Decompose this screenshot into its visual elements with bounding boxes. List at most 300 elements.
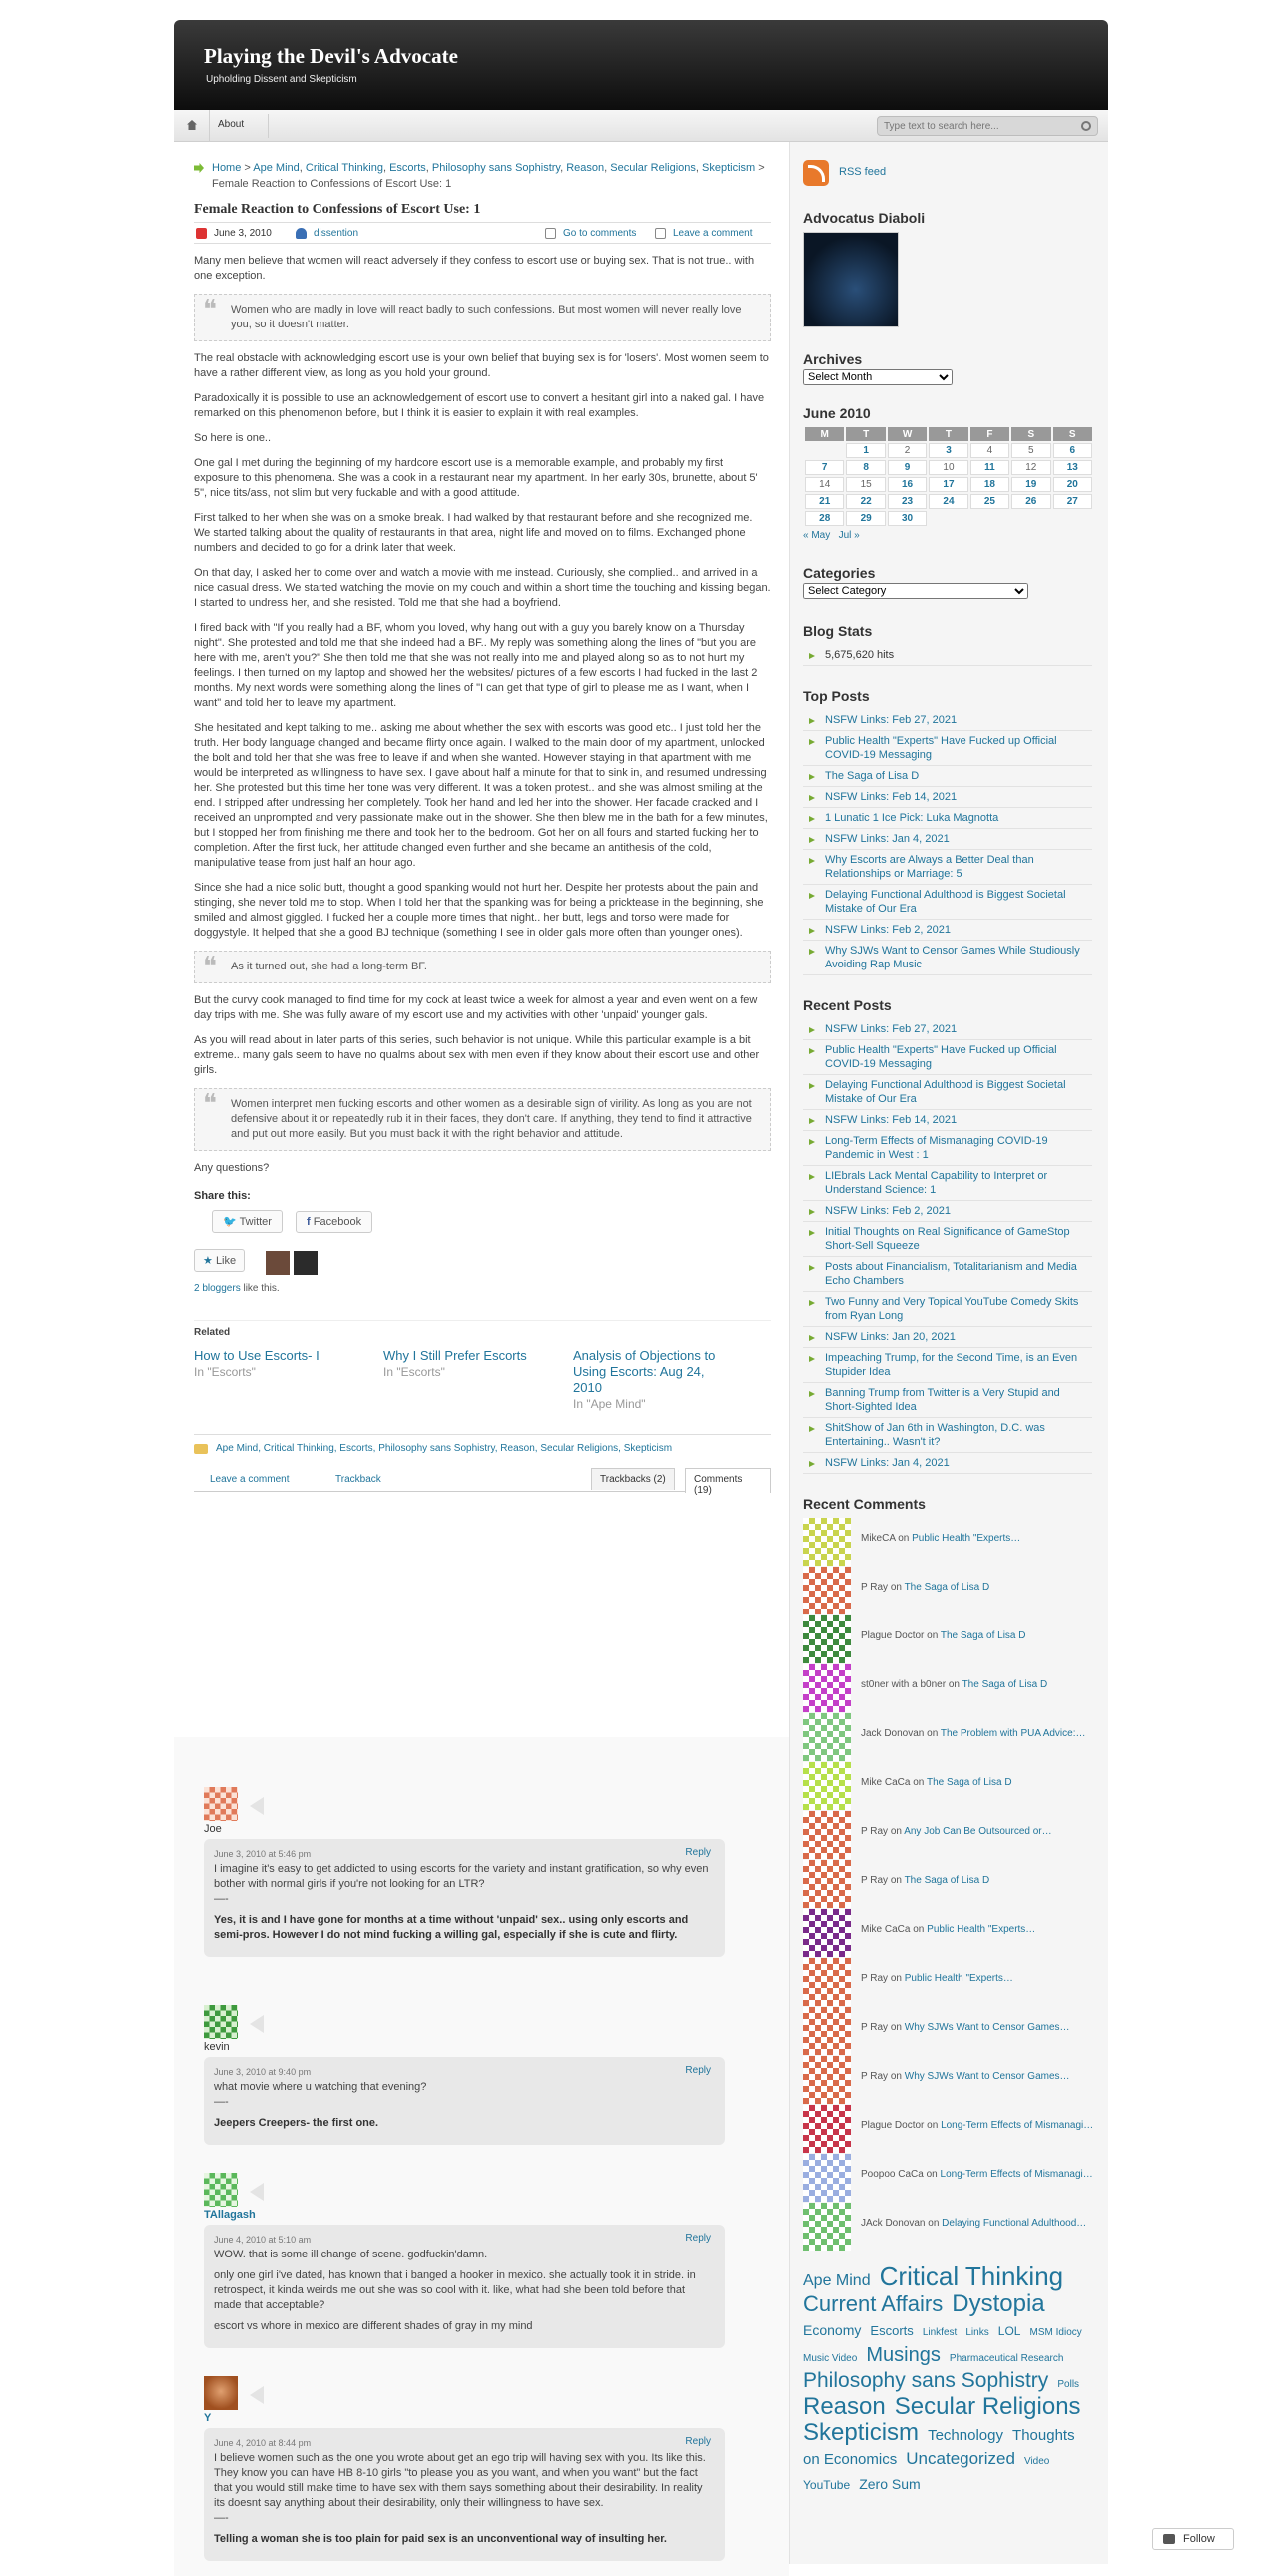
recent-post-link[interactable]: LIEbrals Lack Mental Capability to Interpret or Understand Science: 1 bbox=[825, 1170, 1048, 1196]
categories-title: Categories bbox=[803, 565, 876, 581]
search-icon[interactable] bbox=[1081, 121, 1091, 131]
avatar bbox=[204, 2376, 238, 2410]
recent-comment-post[interactable]: Why SJWs Want to Censor Games… bbox=[904, 2071, 1070, 2082]
recent-post bbox=[803, 1257, 1092, 1292]
calendar-caption: June 2010 bbox=[803, 405, 871, 421]
recent-post bbox=[803, 1040, 1092, 1075]
top-post bbox=[803, 920, 1092, 941]
calendar-day[interactable]: 26 bbox=[1011, 494, 1050, 509]
recent-comment-text bbox=[861, 1825, 1100, 1839]
avatar[interactable] bbox=[803, 1811, 851, 1859]
bullet-icon bbox=[809, 858, 815, 864]
top-post-link[interactable]: NSFW Links: Feb 27, 2021 bbox=[825, 714, 958, 726]
post-categories bbox=[194, 1434, 771, 1454]
top-post bbox=[803, 885, 1092, 920]
breadcrumb-category[interactable]: Escorts bbox=[389, 162, 426, 174]
recent-comment-on: on bbox=[925, 2218, 943, 2229]
tag-link[interactable]: Music Video bbox=[803, 2353, 858, 2364]
trackback-tab[interactable]: Trackback bbox=[335, 1474, 381, 1485]
related-category: In "Ape Mind" bbox=[573, 1397, 646, 1411]
avatar[interactable] bbox=[803, 2203, 851, 2251]
calendar-day[interactable]: 29 bbox=[846, 511, 885, 526]
avatar[interactable] bbox=[803, 2056, 851, 2104]
blockquote bbox=[194, 1088, 771, 1151]
avatar bbox=[204, 2005, 238, 2039]
calendar-day: 14 bbox=[805, 477, 844, 492]
breadcrumb: Home > Ape Mind, Critical Thinking, Escorts, Philosophy sans Sophistry, Reason, Secular Religions, Skepticism > Female Reaction to Confessions of Escort Use: 1 bbox=[194, 160, 771, 192]
calendar-weekday: T bbox=[929, 427, 967, 441]
calendar-next[interactable]: Jul » bbox=[838, 530, 860, 541]
recent-comment bbox=[803, 2056, 1092, 2105]
comment-answer: Yes, it is and I have gone for months at a time without 'unpaid' sex.. using only escorts and semi-pros. However I do not mind fucking a willing gal, especially if she is cute and flirty. bbox=[214, 1914, 689, 1941]
tag-link[interactable]: Technology bbox=[928, 2427, 1003, 2444]
recent-posts-list bbox=[803, 1019, 1092, 1474]
post-paragraph: Many men believe that women will react adversely if they confess to escort use or buying sex. That is not true.. with one exception. bbox=[194, 255, 755, 282]
leave-comment-link[interactable]: Leave a comment bbox=[673, 228, 753, 239]
breadcrumb-category[interactable]: Reason bbox=[566, 162, 605, 174]
calendar-day[interactable]: 23 bbox=[888, 494, 927, 509]
facebook-share-button[interactable] bbox=[296, 1211, 372, 1233]
bullet-icon bbox=[809, 949, 815, 955]
bullet-icon bbox=[809, 1391, 815, 1397]
site-header bbox=[174, 20, 1108, 110]
recent-post-link[interactable]: Banning Trump from Twitter is a Very Stupid and Short-Sighted Idea bbox=[825, 1387, 1060, 1413]
avatar[interactable] bbox=[803, 2007, 851, 2055]
recent-comment-author: Plague Doctor bbox=[861, 2120, 925, 2131]
tag-link[interactable]: Reason bbox=[803, 2393, 886, 2420]
top-post-link[interactable]: NSFW Links: Feb 14, 2021 bbox=[825, 791, 958, 803]
breadcrumb-category[interactable]: Critical Thinking bbox=[305, 162, 383, 174]
category-links[interactable]: Ape Mind, Critical Thinking, Escorts, Philosophy sans Sophistry, Reason, Secular Religions, Skepticism bbox=[216, 1443, 673, 1454]
top-post-link[interactable]: NSFW Links: Feb 2, 2021 bbox=[825, 924, 951, 936]
recent-comment-post[interactable]: Any Job Can Be Outsourced or… bbox=[904, 1826, 1052, 1837]
comment-icon bbox=[655, 228, 666, 239]
recent-post bbox=[803, 1383, 1092, 1418]
recent-post-link[interactable]: Long-Term Effects of Mismanaging COVID-19 Pandemic in West : 1 bbox=[825, 1135, 1048, 1161]
breadcrumb-category[interactable]: Philosophy sans Sophistry bbox=[431, 162, 561, 174]
recent-post bbox=[803, 1201, 1092, 1222]
calendar-day[interactable]: 13 bbox=[1053, 460, 1092, 475]
calendar-day: 2 bbox=[888, 443, 927, 458]
bullet-icon bbox=[809, 653, 815, 659]
avatar[interactable] bbox=[803, 1615, 851, 1663]
calendar-day[interactable]: 3 bbox=[929, 443, 967, 458]
recent-comment-text bbox=[861, 1581, 1100, 1595]
calendar-day bbox=[1011, 511, 1050, 526]
top-post-link[interactable]: Delaying Functional Adulthood is Biggest Societal Mistake of Our Era bbox=[825, 889, 1066, 915]
follow-label: Follow bbox=[1183, 2533, 1215, 2545]
breadcrumb-category[interactable]: Secular Religions bbox=[610, 162, 696, 174]
calendar-day[interactable]: 24 bbox=[929, 494, 967, 509]
recent-post bbox=[803, 1166, 1092, 1201]
blog-title[interactable]: Playing the Devil's Advocate bbox=[204, 44, 458, 68]
recent-comment-post[interactable]: The Saga of Lisa D bbox=[962, 1679, 1048, 1690]
recent-comment-post[interactable]: Long-Term Effects of Mismanagi… bbox=[940, 2169, 1093, 2180]
avatar[interactable] bbox=[294, 1251, 318, 1275]
tag-link[interactable]: Skepticism bbox=[803, 2419, 920, 2446]
recent-comment-on: on bbox=[946, 1679, 962, 1690]
recent-comment-text bbox=[861, 1678, 1100, 1692]
bubble-pointer bbox=[250, 2386, 264, 2404]
related-title: Related bbox=[194, 1320, 771, 1338]
recent-post-link[interactable]: Delaying Functional Adulthood is Biggest Societal Mistake of Our Era bbox=[825, 1079, 1066, 1105]
bullet-icon bbox=[809, 739, 815, 745]
recent-comment bbox=[803, 1909, 1092, 1958]
comment bbox=[204, 1787, 725, 1957]
breadcrumb-separator: > bbox=[758, 162, 765, 174]
calendar-day[interactable]: 25 bbox=[970, 494, 1009, 509]
recent-comment-text bbox=[861, 2168, 1100, 2182]
bullet-icon bbox=[809, 774, 815, 780]
avatar[interactable] bbox=[266, 1251, 290, 1275]
categories-dropdown[interactable] bbox=[803, 583, 1028, 599]
stats-item bbox=[803, 645, 1092, 666]
recent-comment-author: st0ner with a b0ner bbox=[861, 1679, 947, 1690]
bullet-icon bbox=[809, 1265, 815, 1271]
like-button[interactable] bbox=[194, 1249, 245, 1272]
recent-comment-text bbox=[861, 1874, 1100, 1888]
bloggers-link[interactable]: 2 bloggers bbox=[194, 1283, 241, 1294]
top-post-link[interactable]: Why Escorts are Always a Better Deal than Relationships or Marriage: 5 bbox=[825, 854, 1034, 880]
archives-dropdown[interactable] bbox=[803, 369, 953, 385]
tag-link[interactable]: YouTube bbox=[803, 2478, 851, 2492]
recent-comment-post[interactable]: Public Health "Experts… bbox=[927, 1924, 1036, 1935]
home-icon bbox=[187, 120, 197, 130]
recent-post-link[interactable]: Initial Thoughts on Real Significance of GameStop Short-Sell Squeeze bbox=[825, 1226, 1070, 1252]
recent-post-link[interactable]: NSFW Links: Jan 20, 2021 bbox=[825, 1331, 956, 1343]
calendar-day[interactable]: 22 bbox=[846, 494, 885, 509]
breadcrumb-category[interactable]: Ape Mind bbox=[253, 162, 300, 174]
rss-widget bbox=[803, 160, 1092, 194]
tag-link[interactable]: Escorts bbox=[870, 2323, 914, 2338]
comment bbox=[204, 2376, 725, 2561]
tag-link[interactable]: Current Affairs bbox=[803, 2291, 944, 2316]
comment bbox=[204, 2005, 725, 2145]
reply-link[interactable]: Reply bbox=[685, 2436, 711, 2447]
rss-link[interactable]: RSS feed bbox=[839, 166, 887, 178]
calendar-prev[interactable]: « May bbox=[803, 530, 831, 541]
recent-comment-post[interactable]: The Saga of Lisa D bbox=[904, 1875, 990, 1886]
comment-author: kevin bbox=[204, 2041, 230, 2053]
calendar-weekday: S bbox=[1053, 427, 1092, 441]
breadcrumb-category[interactable]: Skepticism bbox=[702, 162, 756, 174]
comment-icon bbox=[545, 228, 556, 239]
recent-post bbox=[803, 1110, 1092, 1131]
bullet-icon bbox=[809, 837, 815, 843]
calendar-day[interactable]: 11 bbox=[970, 460, 1009, 475]
bullet-icon bbox=[809, 1461, 815, 1467]
calendar-day[interactable]: 27 bbox=[1053, 494, 1092, 509]
recent-comment-post[interactable]: The Saga of Lisa D bbox=[940, 1630, 1026, 1641]
related-category: In "Escorts" bbox=[194, 1365, 256, 1379]
calendar-day[interactable]: 17 bbox=[929, 477, 967, 492]
tag-link[interactable]: Dystopia bbox=[952, 2290, 1045, 2317]
reply-link[interactable]: Reply bbox=[685, 2233, 711, 2244]
breadcrumb-current: Female Reaction to Confessions of Escort Use: 1 bbox=[212, 178, 452, 190]
comment-text: escort vs whore in mexico are different shades of gray in my mind bbox=[214, 2320, 533, 2332]
post-paragraph: I fired back with "If you really had a BF, whom you loved, why hang out with a guy you barely know on a Thursday night". She protested and told me that she indeed had a BF.. My reply was something along the lines of "but you are here with me, aren't you?" She then told me that she was not really into me and played along so as to not hurt my feelings. I then turned on my laptop and showed her the websites/ pictures of a few escorts I had fucked in the last 2 months. My next words were something along the lines of "I can get that type of girl to please me as I want, when I want" and told her to leave my apartment. bbox=[194, 622, 758, 709]
bullet-icon bbox=[809, 928, 815, 934]
comment-author[interactable]: Y bbox=[204, 2412, 212, 2424]
related-link[interactable]: Analysis of Objections to Using Escorts: Aug 24, 2010 bbox=[573, 1348, 716, 1395]
tag-link[interactable]: Philosophy sans Sophistry bbox=[803, 2369, 1049, 2392]
recent-comment-author: Jack Donovan bbox=[861, 1728, 925, 1739]
top-post-link[interactable]: Public Health "Experts" Have Fucked up Official COVID-19 Messaging bbox=[825, 735, 1057, 761]
bullet-icon bbox=[809, 816, 815, 822]
comment-bubble bbox=[204, 2057, 725, 2145]
recent-comment-author: Plague Doctor bbox=[861, 1630, 925, 1641]
top-post-link[interactable]: The Saga of Lisa D bbox=[825, 770, 920, 782]
recent-comment bbox=[803, 2105, 1092, 2154]
comment-text: WOW. that is some ill change of scene. godfuckin'damn. bbox=[214, 2249, 488, 2260]
recent-post bbox=[803, 1131, 1092, 1166]
calendar-day bbox=[929, 511, 967, 526]
rss-icon[interactable] bbox=[803, 160, 829, 186]
post-author[interactable]: dissention bbox=[314, 228, 359, 239]
recent-post-link[interactable]: Posts about Financialism, Totalitarianism and Media Echo Chambers bbox=[825, 1261, 1077, 1287]
calendar-day: 12 bbox=[1011, 460, 1050, 475]
avatar[interactable] bbox=[803, 2105, 851, 2153]
top-post-link[interactable]: Why SJWs Want to Censor Games While Studiously Avoiding Rap Music bbox=[825, 945, 1080, 970]
nav-bar bbox=[174, 110, 1108, 142]
tag-link[interactable]: LOL bbox=[997, 2324, 1021, 2338]
comment-author: Joe bbox=[204, 1823, 222, 1835]
related-link[interactable]: How to Use Escorts- I bbox=[194, 1348, 320, 1363]
recent-comment-post[interactable]: The Saga of Lisa D bbox=[904, 1582, 990, 1593]
bullet-icon bbox=[809, 1083, 815, 1089]
go-to-comments-link[interactable]: Go to comments bbox=[563, 228, 637, 239]
top-post bbox=[803, 829, 1092, 850]
top-post bbox=[803, 850, 1092, 885]
tag-link[interactable]: Musings bbox=[866, 2344, 941, 2366]
recent-comment-author: Mike CaCa bbox=[861, 1924, 911, 1935]
avatar[interactable] bbox=[803, 1762, 851, 1810]
tag-link[interactable]: Linkfest bbox=[922, 2327, 958, 2338]
nav-about[interactable]: About bbox=[218, 119, 245, 130]
bullet-icon bbox=[809, 1209, 815, 1215]
recent-post-link[interactable]: NSFW Links: Jan 4, 2021 bbox=[825, 1457, 950, 1469]
calendar-day[interactable]: 21 bbox=[805, 494, 844, 509]
recent-post-link[interactable]: ShitShow of Jan 6th in Washington, D.C. was Entertaining.. Wasn't it? bbox=[825, 1422, 1045, 1448]
sidebar bbox=[803, 160, 1092, 2497]
recent-comments-title: Recent Comments bbox=[803, 1496, 926, 1512]
recent-comment-text bbox=[861, 2021, 1100, 2035]
tag-link[interactable]: Zero Sum bbox=[859, 2476, 921, 2492]
bullet-icon bbox=[809, 1356, 815, 1362]
recent-post-link[interactable]: NSFW Links: Feb 14, 2021 bbox=[825, 1114, 958, 1126]
post-paragraph: As you will read about in later parts of this series, such behavior is not unique. While this particular example is a bit extreme.. many gals seem to have no qualms about sex with men even if they know about their escort use and other girls. bbox=[194, 1034, 760, 1076]
recent-comment-on: on bbox=[895, 1533, 913, 1544]
calendar-nav bbox=[803, 530, 1092, 541]
leave-comment-tab[interactable]: Leave a comment bbox=[210, 1474, 290, 1485]
comment-text: I imagine it's easy to get addicted to using escorts for the variety and instant gratification, so why even bother with normal girls if you're not looking for an LTR? bbox=[214, 1863, 709, 1890]
recent-comment-text bbox=[861, 2119, 1100, 2133]
tag-link[interactable]: Video bbox=[1023, 2456, 1050, 2467]
recent-post-link[interactable]: NSFW Links: Feb 2, 2021 bbox=[825, 1205, 951, 1217]
recent-post-link[interactable]: Public Health "Experts" Have Fucked up Official COVID-19 Messaging bbox=[825, 1044, 1057, 1070]
recent-comment bbox=[803, 1958, 1092, 2007]
comment-date[interactable]: June 4, 2010 at 5:10 am bbox=[214, 2235, 312, 2245]
comment-bubble bbox=[204, 1839, 725, 1957]
related-posts bbox=[194, 1348, 771, 1428]
recent-comment-author: JAck Donovan bbox=[861, 2218, 926, 2229]
quote-text: As it turned out, she had a long-term BF. bbox=[231, 961, 427, 972]
tag-link[interactable]: Uncategorized bbox=[906, 2449, 1015, 2468]
quote-icon: ❝ bbox=[203, 1089, 217, 1119]
reply-link[interactable]: Reply bbox=[685, 1847, 711, 1858]
nav-home[interactable] bbox=[174, 110, 210, 142]
recent-post-link[interactable]: NSFW Links: Feb 27, 2021 bbox=[825, 1023, 958, 1035]
calendar-day[interactable]: 6 bbox=[1053, 443, 1092, 458]
advocatus-image[interactable] bbox=[803, 232, 899, 327]
stats-hits: 5,675,620 hits bbox=[825, 649, 895, 661]
tab-comments[interactable]: Comments (19) bbox=[685, 1468, 771, 1493]
breadcrumb-home[interactable]: Home bbox=[212, 162, 242, 174]
breadcrumb-separator: > bbox=[244, 162, 251, 174]
recent-comment-on: on bbox=[923, 2169, 941, 2180]
related-link[interactable]: Why I Still Prefer Escorts bbox=[383, 1348, 527, 1363]
twitter-icon: 🐦 bbox=[223, 1216, 237, 1228]
avatar[interactable] bbox=[803, 2154, 851, 2202]
recent-post-link[interactable]: Two Funny and Very Topical YouTube Comedy Skits from Ryan Long bbox=[825, 1296, 1079, 1322]
recent-comment bbox=[803, 2154, 1092, 2203]
tag-link[interactable]: Polls bbox=[1057, 2379, 1080, 2390]
avatar[interactable] bbox=[803, 1909, 851, 1957]
tab-trackbacks[interactable]: Trackbacks (2) bbox=[591, 1468, 675, 1490]
recent-comment-on: on bbox=[910, 1924, 928, 1935]
top-posts-title: Top Posts bbox=[803, 688, 870, 704]
calendar-day[interactable]: 30 bbox=[888, 511, 927, 526]
recent-comment-text bbox=[861, 2217, 1100, 2231]
top-post bbox=[803, 731, 1092, 766]
calendar-day[interactable]: 20 bbox=[1053, 477, 1092, 492]
bubble-pointer bbox=[250, 2015, 264, 2033]
recent-comment-post[interactable]: Long-Term Effects of Mismanagi… bbox=[941, 2120, 1094, 2131]
recent-comment-on: on bbox=[888, 2071, 905, 2082]
calendar-day[interactable]: 1 bbox=[846, 443, 885, 458]
tag-link[interactable]: Critical Thinking bbox=[879, 2261, 1064, 2291]
top-post-link[interactable]: NSFW Links: Jan 4, 2021 bbox=[825, 833, 950, 845]
recent-comment-author: MikeCA bbox=[861, 1533, 896, 1544]
calendar-day[interactable]: 8 bbox=[846, 460, 885, 475]
post-paragraph: So here is one.. bbox=[194, 432, 272, 444]
calendar-day[interactable]: 28 bbox=[805, 511, 844, 526]
avatar[interactable] bbox=[803, 1567, 851, 1614]
recent-comment-text bbox=[861, 1727, 1100, 1741]
post-paragraph: Since she had a nice solid butt, thought a good spanking would not hurt her. Despite her protests about the pain and stinging, she never told me to stop. When I told her that the spanking was for being a pricktease in the beginning, she smiled and almost giggled. I fucked her a couple more times that night.. her butt, legs and torso were made for doggystyle. It helped that she a good BJ technique (something I see in older gals more often than younger ones). bbox=[194, 882, 764, 939]
tag-link[interactable]: Pharmaceutical Research bbox=[949, 2353, 1064, 2364]
tag-link[interactable]: Ape Mind bbox=[803, 2272, 871, 2289]
search-input[interactable] bbox=[878, 117, 1067, 135]
tag-link[interactable]: Economy bbox=[803, 2322, 862, 2338]
calendar-day[interactable]: 9 bbox=[888, 460, 927, 475]
blockquote bbox=[194, 951, 771, 983]
calendar-day: 5 bbox=[1011, 443, 1050, 458]
avatar[interactable] bbox=[803, 1518, 851, 1566]
tag-link[interactable]: Secular Religions bbox=[894, 2393, 1081, 2420]
stats-list bbox=[803, 645, 1092, 666]
top-post bbox=[803, 766, 1092, 787]
facebook-icon: f bbox=[307, 1216, 311, 1228]
calendar-day[interactable]: 19 bbox=[1011, 477, 1050, 492]
tag-link[interactable]: Thoughts on Economics bbox=[803, 2427, 1075, 2468]
recent-comment bbox=[803, 1811, 1092, 1860]
share-title: Share this: bbox=[194, 1190, 251, 1202]
recent-post bbox=[803, 1453, 1092, 1474]
recent-comment-author: Poopoo CaCa bbox=[861, 2169, 924, 2180]
recent-comment-on: on bbox=[910, 1777, 927, 1788]
tag-link[interactable]: Links bbox=[965, 2327, 989, 2338]
twitter-share-button[interactable] bbox=[212, 1210, 283, 1233]
recent-comment bbox=[803, 1860, 1092, 1909]
tag-link[interactable]: MSM Idiocy bbox=[1029, 2327, 1082, 2338]
bullet-icon bbox=[809, 1139, 815, 1145]
recent-comment bbox=[803, 1713, 1092, 1762]
recent-post-link[interactable]: Impeaching Trump, for the Second Time, is an Even Stupider Idea bbox=[825, 1352, 1078, 1378]
comment-date[interactable]: June 4, 2010 at 8:44 pm bbox=[214, 2438, 312, 2448]
post-paragraph: Paradoxically it is possible to use an acknowledgement of escort use to convert a hesitant girl into a naked gal. I have remarked on this phenomenon before, but I think it is easier to explain it with real examples. bbox=[194, 392, 765, 419]
avatar[interactable] bbox=[803, 1664, 851, 1712]
recent-comment bbox=[803, 1518, 1092, 1567]
like-label: Like bbox=[215, 1255, 237, 1267]
recent-comment-author: P Ray bbox=[861, 1582, 889, 1593]
recent-comment-post[interactable]: Public Health "Experts… bbox=[912, 1533, 1021, 1544]
likes-count bbox=[194, 1283, 771, 1294]
follow-button[interactable] bbox=[1152, 2528, 1234, 2550]
recent-comment-post[interactable]: Delaying Functional Adulthood… bbox=[942, 2218, 1087, 2229]
recent-comment-post[interactable]: The Problem with PUA Advice:… bbox=[940, 1728, 1086, 1739]
bullet-icon bbox=[809, 1335, 815, 1341]
bullet-icon bbox=[809, 1426, 815, 1432]
bullet-icon bbox=[809, 1174, 815, 1180]
post-paragraph: On that day, I asked her to come over and watch a movie with me instead. Curiously, she complied.. and arrived in a nice casual dress. We started watching the movie on my couch and within a short time the touching and kissing began. I started to undress her, and she resisted. Told me that she had a boyfriend. bbox=[194, 567, 771, 609]
calendar-weekday: W bbox=[888, 427, 927, 441]
calendar-day[interactable]: 7 bbox=[805, 460, 844, 475]
recent-comment-text bbox=[861, 2070, 1100, 2084]
archives-title: Archives bbox=[803, 351, 863, 367]
comment-date[interactable]: June 3, 2010 at 9:40 pm bbox=[214, 2067, 312, 2077]
avatar[interactable] bbox=[803, 1860, 851, 1908]
post-paragraph: One gal I met during the beginning of my hardcore escort use is a memorable example, and probably my first exposure to this phenomena. She was a cook in a restaurant near my apartment. In her early 30s, brunette, about 5' 5", nice tits/ass, not slim but very fuckable and with a good attitude. bbox=[194, 457, 758, 499]
recent-post bbox=[803, 1327, 1092, 1348]
reply-link[interactable]: Reply bbox=[685, 2065, 711, 2076]
calendar-day[interactable]: 16 bbox=[888, 477, 927, 492]
comment-author[interactable]: TAllagash bbox=[204, 2209, 256, 2221]
calendar-weekday: F bbox=[970, 427, 1009, 441]
calendar bbox=[803, 425, 1094, 528]
comment-date[interactable]: June 3, 2010 at 5:46 pm bbox=[214, 1849, 312, 1859]
top-post-link[interactable]: 1 Lunatic 1 Ice Pick: Luka Magnotta bbox=[825, 812, 999, 824]
avatar[interactable] bbox=[803, 1958, 851, 2006]
calendar-weekday: M bbox=[805, 427, 844, 441]
post-paragraph: First talked to her when she was on a smoke break. I had walked by that restaurant before and she recognized me. We started talking about the quality of restaurants in that area, night life and moved on to films. Exchanged phone numbers and decided to go for a drink later that week. bbox=[194, 512, 753, 554]
recent-comment bbox=[803, 2007, 1092, 2056]
calendar-day[interactable]: 18 bbox=[970, 477, 1009, 492]
bullet-icon bbox=[809, 1027, 815, 1033]
related-category: In "Escorts" bbox=[383, 1365, 445, 1379]
recent-comment-post[interactable]: Public Health "Experts… bbox=[904, 1973, 1013, 1984]
bubble-pointer bbox=[250, 1797, 264, 1815]
recent-comment-text bbox=[861, 1776, 1100, 1790]
calendar-icon bbox=[196, 228, 207, 239]
recent-comment-post[interactable]: The Saga of Lisa D bbox=[926, 1777, 1012, 1788]
bullet-icon bbox=[809, 795, 815, 801]
avatar[interactable] bbox=[803, 1713, 851, 1761]
recent-comment-on: on bbox=[888, 1582, 905, 1593]
star-icon: ★ bbox=[203, 1255, 213, 1267]
calendar-day: 4 bbox=[970, 443, 1009, 458]
recent-comment-post[interactable]: Why SJWs Want to Censor Games… bbox=[904, 2022, 1070, 2033]
